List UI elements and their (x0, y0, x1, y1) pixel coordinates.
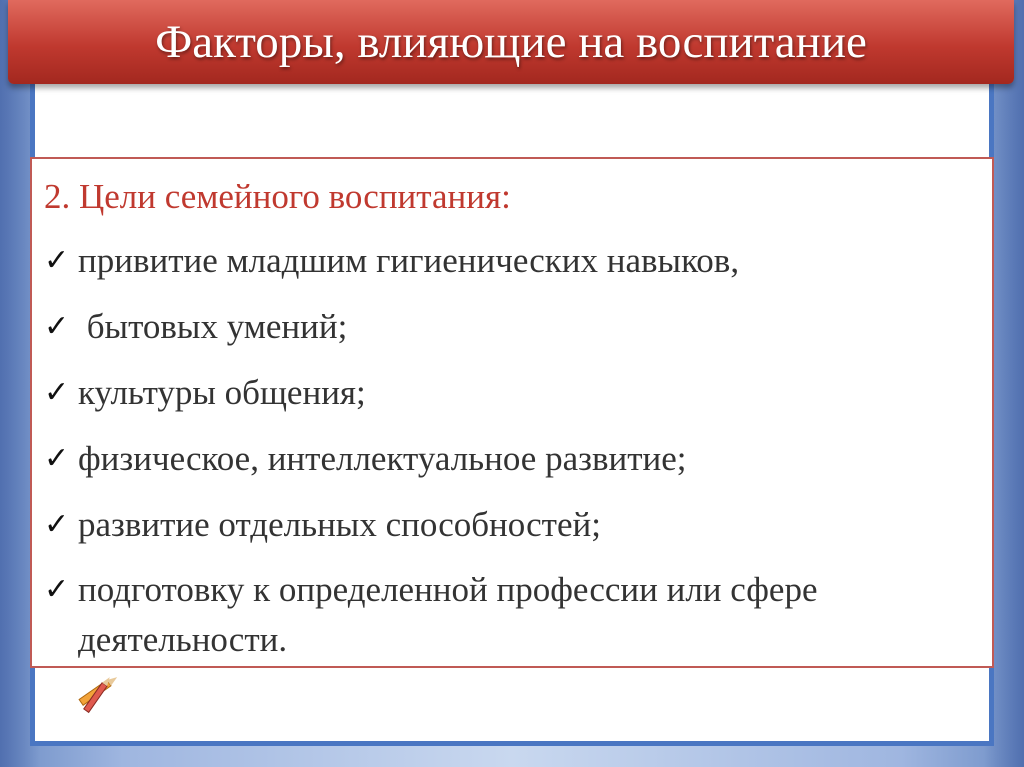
checkmark-icon: ✓ (44, 572, 70, 607)
section-heading: 2. Цели семейного воспитания: (44, 177, 511, 216)
pencils-icon (70, 666, 130, 716)
list-item-text: физическое, интеллектуальное развитие; (78, 439, 687, 478)
list-item-text: развитие отдельных способностей; (78, 505, 601, 544)
list-item (44, 565, 982, 665)
list-item (44, 499, 982, 551)
goals-list (44, 235, 982, 665)
checkmark-icon: ✓ (44, 309, 70, 344)
list-item (44, 235, 982, 287)
checkmark-icon: ✓ (44, 507, 70, 542)
checkmark-icon: ✓ (44, 243, 70, 278)
list-item-text: культуры общения; (78, 373, 366, 412)
checkmark-icon: ✓ (44, 441, 70, 476)
slide-title: Факторы, влияющие на воспитание (155, 16, 867, 68)
content-box (30, 157, 994, 668)
list-item (44, 367, 982, 419)
list-item (44, 433, 982, 485)
title-banner (8, 0, 1014, 84)
list-item-text: бытовых умений; (78, 307, 348, 346)
checkmark-icon: ✓ (44, 375, 70, 410)
list-item-text: привитие младшим гигиенических навыков, (78, 241, 740, 280)
list-item-text: подготовку к определенной профессии или сфере деятельности. (78, 570, 818, 659)
list-item (44, 301, 982, 353)
